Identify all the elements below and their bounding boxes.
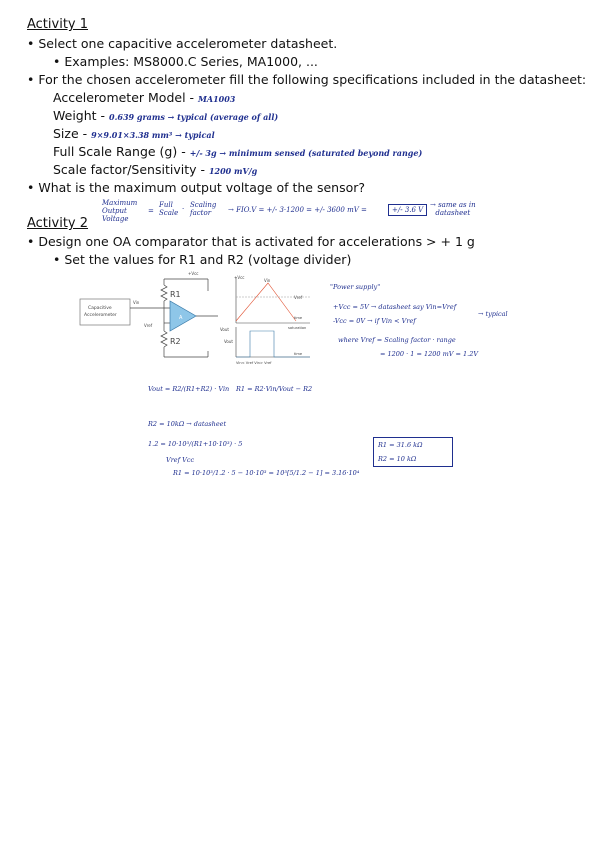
answer-fs: [159, 201, 178, 217]
spec-value: 9×9.01×3.38 mm³ → typical: [91, 130, 215, 140]
spec-range: [53, 144, 422, 159]
answer-sf-line: Scaling: [190, 201, 217, 209]
graph-vcc-label: +Vcc: [234, 275, 245, 280]
answer-note-line: → same as in: [430, 201, 476, 209]
graph-vref-label: Vref: [294, 295, 303, 300]
vout-label: Vout: [220, 327, 229, 332]
activity2-bullet1: • Design one OA comparator that is activated for accelerations > + 1 g: [27, 234, 475, 249]
sensor-box: [80, 299, 130, 325]
activity2-heading: Activity 2: [27, 216, 89, 231]
spec-weight: [53, 108, 278, 123]
bullet2-text: For the chosen accelerometer fill the following specifications included in the datasheet:: [38, 72, 587, 87]
vcc-label: +Vcc: [188, 271, 199, 276]
spec-size: [53, 126, 215, 141]
activity2-sub-text: Set the values for R1 and R2 (voltage divider): [64, 252, 352, 267]
substitution: 1.2 = 10·10³/(R1+10·10³) · 5: [148, 440, 243, 448]
result-box: [373, 437, 453, 467]
spec-sensitivity: [53, 162, 257, 177]
graph-x-label: Vin< Vref Vin> Vref: [236, 361, 272, 365]
substitution-labels: Vref Vcc: [166, 456, 195, 464]
power-note-line: +Vcc = 5V → datasheet say Vin=Vref: [333, 303, 457, 311]
spec-label: Size -: [53, 126, 88, 141]
graph-saturation-label: saturation: [288, 326, 307, 330]
bullet1-text: Select one capacitive accelerometer datasheet.: [38, 36, 338, 51]
answer-note: [430, 201, 476, 217]
r2-label: R2: [170, 337, 181, 346]
answer-eq: =: [148, 207, 154, 215]
r1-calculation: R1 = 10·10³/1.2 · 5 − 10·10³ = 10³[5/1.2 − 1] = 3.16·10⁴: [173, 469, 360, 477]
answer-lhs-line: Maximum: [102, 199, 138, 207]
vref-note-line: = 1200 · 1 = 1200 mV = 1.2V: [380, 350, 479, 358]
activity1-bullet2: • For the chosen accelerometer fill the following specifications included in the datasheet:: [27, 72, 587, 87]
vref-note-line: where Vref = Scaling factor · range: [338, 336, 456, 344]
answer-note-line: datasheet: [435, 209, 471, 217]
spec-value: +/- 3g → minimum sensed (saturated beyond range): [189, 148, 423, 158]
answer-boxed: +/- 3.6 V: [388, 204, 427, 216]
vout-formula: Vout = R2/(R1+R2) · Vin: [148, 385, 230, 393]
typical-note: → typical: [478, 310, 508, 318]
examples-bullet: • Examples: MS8000.C Series, MA1000, ...: [53, 54, 318, 69]
spec-model: [53, 90, 235, 105]
graph-vin-label: Vin: [264, 278, 271, 283]
answer-lhs-line: Output: [102, 207, 127, 215]
comparator-circuit-figure: [78, 271, 318, 367]
spec-value: 1200 mV/g: [208, 166, 258, 176]
sensor-label-1: Capacitive: [88, 306, 112, 311]
answer-lhs-line: Voltage: [102, 215, 129, 223]
answer-fs-line: Full: [159, 201, 173, 209]
r2-datasheet-note: R2 = 10kΩ → datasheet: [148, 420, 227, 428]
activity1-heading: Activity 1: [27, 17, 89, 32]
spec-value: 0.639 grams → typical (average of all): [109, 112, 279, 122]
answer-dot: ·: [182, 205, 185, 213]
activity1-bullet3: • What is the maximum output voltage of the sensor?: [27, 180, 366, 195]
answer-sf-line: factor: [190, 209, 212, 217]
sensor-label-2: Accelerometer: [84, 313, 117, 318]
activity1-bullet1: • Select one capacitive accelerometer datasheet.: [27, 36, 338, 51]
vin-label: Vin: [133, 300, 140, 305]
answer-calc: → FIO.V = +/- 3·1200 = +/- 3600 mV =: [228, 206, 367, 214]
spec-label: Full Scale Range (g) -: [53, 144, 186, 159]
spec-label: Weight -: [53, 108, 106, 123]
graph-vout-label: Vout: [224, 339, 233, 344]
power-note-line: -Vcc = 0V → if Vin < Vref: [333, 317, 416, 325]
spec-label: Scale factor/Sensitivity -: [53, 162, 205, 177]
graph-time2-label: time: [294, 352, 303, 356]
spec-value: MA1003: [198, 94, 236, 104]
amp-label: A: [179, 315, 183, 321]
answer-lhs: [102, 199, 137, 223]
power-supply-note: "Power supply": [330, 283, 381, 291]
spec-label: Accelerometer Model -: [53, 90, 195, 105]
examples-text: Examples: MS8000.C Series, MA1000, ...: [64, 54, 318, 69]
vref-label: Vref: [144, 323, 153, 328]
bullet3-text: What is the maximum output voltage of the sensor?: [38, 180, 366, 195]
r1-label: R1: [170, 290, 181, 299]
activity2-sub: • Set the values for R1 and R2 (voltage divider): [53, 252, 352, 267]
result-r2: R2 = 10 kΩ: [378, 455, 417, 463]
r1-formula: R1 = R2·Vin/Vout − R2: [236, 385, 313, 393]
answer-sf: [190, 201, 216, 217]
answer-fs-line: Scale: [159, 209, 179, 217]
result-r1: R1 = 31.6 kΩ: [378, 441, 423, 449]
activity2-bullet1-text: Design one OA comparator that is activated for accelerations > + 1 g: [38, 234, 475, 249]
graph-time1-label: time: [294, 316, 303, 320]
